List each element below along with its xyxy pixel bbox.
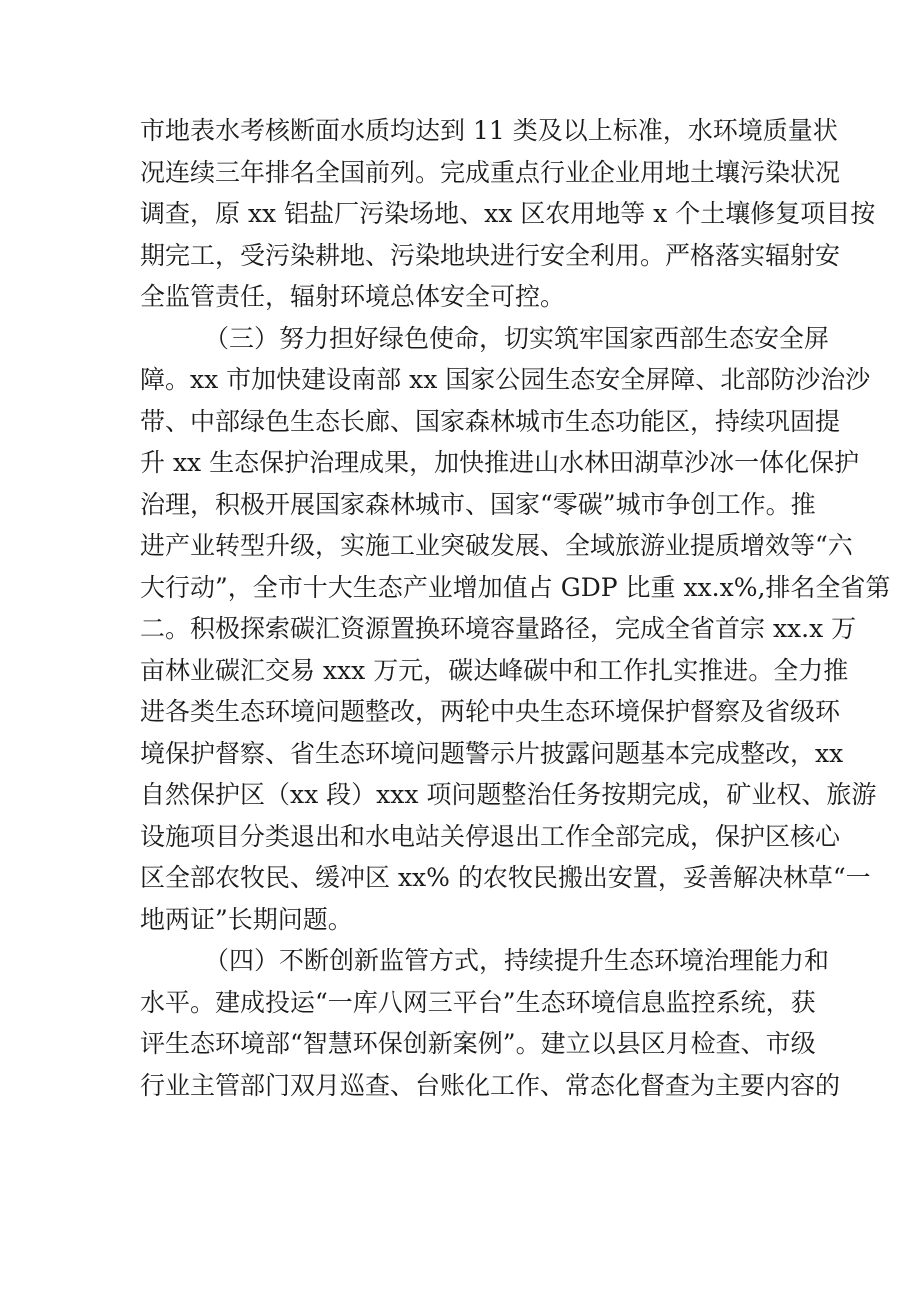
section-heading-line: （四）不断创新监管方式，持续提升生态环境治理能力和	[204, 946, 830, 975]
text-line: 地两证”长期问题。	[140, 904, 353, 934]
text-line: 全监管责任，辐射环境总体安全可控。	[140, 282, 566, 311]
text-line: 调查，原 xx 铝盐厂污染场地、xx 区农用地等 x 个土壤修复项目按	[140, 199, 876, 228]
text-line: 自然保护区（xx 段）xxx 项问题整治任务按期完成，矿业权、旅游	[140, 780, 877, 809]
text-line: 设施项目分类退出和水电站关停退出工作全部完成，保护区核心	[140, 821, 841, 851]
text-line: 区全部农牧民、缓冲区 xx% 的农牧民搬出安置，妥善解决林草“一	[140, 863, 871, 892]
text-line: 水平。建成投运“一库八网三平台”生态环境信息监控系统，获	[140, 987, 816, 1017]
text-line: 二。积极探索碳汇资源置换环境容量路径，完成全省首宗 xx.x 万	[140, 614, 857, 643]
text-line: 升 xx 生态保护治理成果，加快推进山水林田湖草沙冰一体化保护	[140, 448, 860, 477]
text-line: 大行动”，全市十大生态产业增加值占 GDP 比重 xx.x%,排名全省第	[140, 572, 891, 602]
text-line: 评生态环境部“智慧环保创新案例”。建立以县区月检查、市级	[140, 1029, 816, 1058]
section-heading-line: （三）努力担好绿色使命，切实筑牢国家西部生态安全屏	[204, 323, 830, 353]
text-line: 治理，积极开展国家森林城市、国家“零碳”城市争创工作。推	[140, 489, 816, 519]
text-line: 带、中部绿色生态长廊、国家森林城市生态功能区，持续巩固提	[140, 406, 841, 436]
text-line: 亩林业碳汇交易 xxx 万元，碳达峰碳中和工作扎实推进。全力推	[140, 655, 849, 685]
text-line: 市地表水考核断面水质均达到 11 类及以上标准，水环境质量状	[140, 116, 838, 145]
text-line: 境保护督察、省生态环境问题警示片披露问题基本完成整改，xx	[140, 738, 844, 768]
text-line: 行业主管部门双月巡查、台账化工作、常态化督查为主要内容的	[140, 1070, 841, 1100]
text-line: 期完工，受污染耕地、污染地块进行安全利用。严格落实辐射安	[140, 240, 841, 270]
text-line: 障。xx 市加快建设南部 xx 国家公园生态安全屏障、北部防沙治沙	[140, 365, 871, 394]
text-line: 况连续三年排名全国前列。完成重点行业企业用地土壤污染状况	[140, 157, 841, 187]
text-line: 进各类生态环境问题整改，两轮中央生态环境保护督察及省级环	[140, 697, 841, 726]
document-body	[140, 110, 891, 1106]
text-line: 进产业转型升级，实施工业突破发展、全域旅游业提质增效等“六	[140, 531, 853, 560]
